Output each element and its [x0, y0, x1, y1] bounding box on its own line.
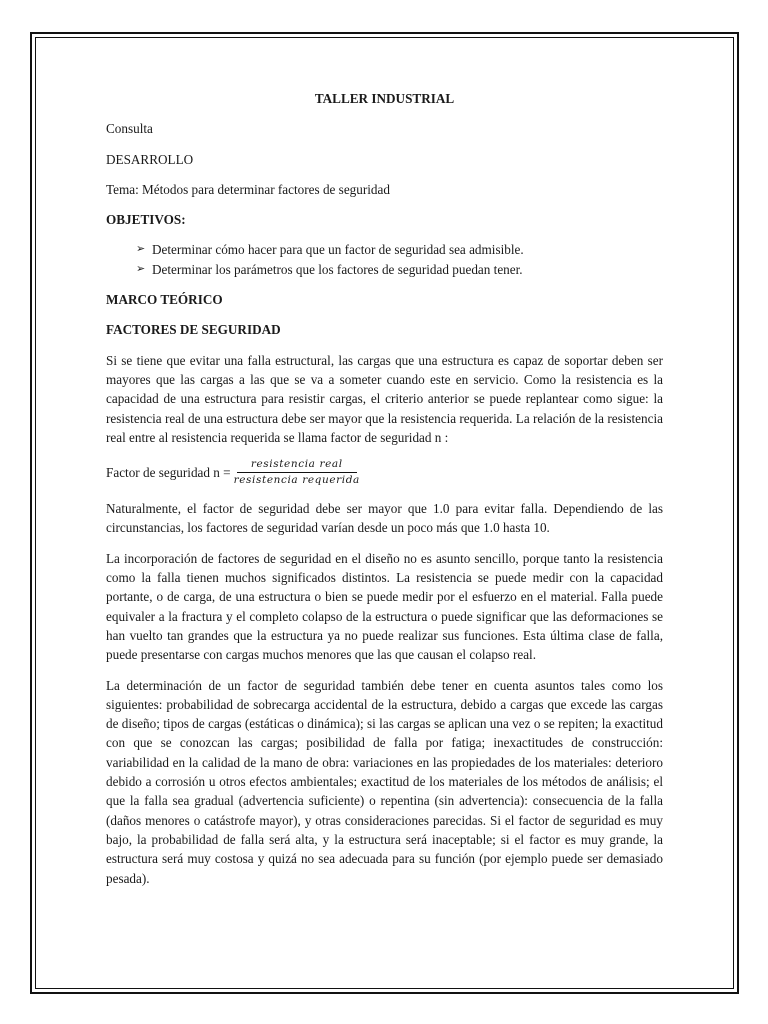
desarrollo-label: DESARROLLO [106, 151, 194, 167]
formula-lhs: Factor de seguridad n = [106, 465, 231, 480]
paragraph-intro: Si se tiene que evitar una falla estructural, las cargas que una estructura es capaz de soportar deben ser mayores que las cargas a las que se va a someter cuando este en servicio. Como la resistencia es la capacidad de una estructura para resistir cargas, el criterio anterior se puede replantear como sigue: la resistencia real de una estructura debe ser mayor que la resistencia requerida. La relación de la resistencia real entre al resistencia requerida se llama factor de seguridad n : [106, 352, 663, 445]
formula-denominator: resistencia requerida [233, 474, 360, 487]
arrowhead-bullet-icon: ➢ [136, 262, 146, 275]
objetivo-text: Determinar cómo hacer para que un factor de seguridad sea admisible. [152, 242, 524, 258]
marco-teorico-heading: MARCO TEÓRICO [106, 292, 223, 308]
consulta-label: Consulta [106, 121, 153, 137]
factores-heading: FACTORES DE SEGURIDAD [106, 322, 281, 338]
document-title: TALLER INDUSTRIAL [314, 91, 455, 106]
paragraph-range: Naturalmente, el factor de seguridad debe ser mayor que 1.0 para evitar falla. Dependiendo de las circunstancias, los factores de seguridad varían desde un poco más que 1.0 hasta 10. [106, 501, 663, 536]
formula-numerator: resistencia real [237, 458, 357, 473]
objetivos-list [106, 240, 663, 279]
tema-line: Tema: Métodos para determinar factores de seguridad [106, 181, 390, 197]
formula-fraction [234, 458, 360, 487]
arrowhead-bullet-icon: ➢ [136, 243, 146, 256]
objetivo-text: Determinar los parámetros que los factores de seguridad puedan tener. [152, 261, 523, 277]
document-body [106, 89, 663, 899]
paragraph-incorporation: La incorporación de factores de seguridad en el diseño no es asunto sencillo, porque tanto la resistencia como la falla tienen muchos significados distintos. La resistencia se puede medir con la capacidad portante, o de carga, de una estructura o bien se puede medir por el esfuerzo en el material. Falla puede equivaler a la fractura y el completo colapso de la estructura o puede significar que las deformaciones se han vuelto tan grandes que la estructura ya no puede realizar sus funciones. Esta última clase de falla, puede presentarse con cargas muchos menores que las que causan el colapso real. [106, 550, 663, 663]
list-item [136, 240, 663, 259]
safety-factor-formula [106, 458, 663, 487]
objetivos-heading: OBJETIVOS: [106, 212, 186, 228]
paragraph-determination: La determinación de un factor de seguridad también debe tener en cuenta asuntos tales como los siguientes: probabilidad de sobrecarga accidental de la estructura, debido a cargas que excede las cargas de diseño; tipos de cargas (estáticas o dinámica); si las cargas se aplican una vez o se repiten; la exactitud con que se conozcan las cargas; posibilidad de falla por fatiga; inexactitudes de construcción: variabilidad en la calidad de la mano de obra: variaciones en las propiedades de los materiales: deterioro debido a corrosión u otros efectos ambientales; exactitud de los materiales de los métodos de análisis; el que la falla sea gradual (advertencia suficiente) o repentina (sin advertencia): consecuencia de la falla (daños menores o catástrofe mayor), y otras consideraciones parecidas. Si el factor de seguridad es muy bajo, la probabilidad de falla será alta, y la estructura será inaceptable; si el factor es muy grande, la estructura será muy costosa y quizá no sea adecuada para su función (por ejemplo puede ser demasiado pesada). [106, 677, 663, 886]
list-item [136, 260, 663, 279]
